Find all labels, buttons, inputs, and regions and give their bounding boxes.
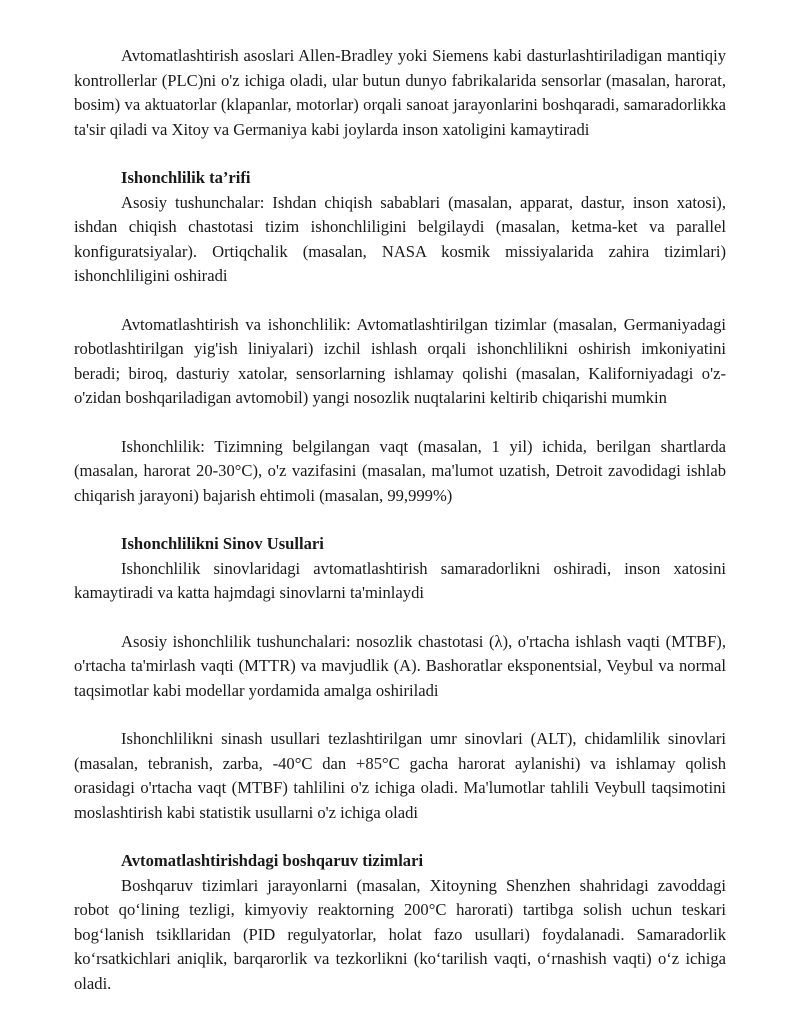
- paragraph-plc-basics: Avtomatlashtirish asoslari Allen-Bradley yoki Siemens kabi dasturlashtiriladigan mantiqiy kontrollerlar (PLC)ni o'z ichiga oladi, ular butun dunyo fabrikalarida sensorlar (masalan, harorat, bosim) va aktuatorlar (klapanlar, motorlar) orqali sanoat jarayonlarini boshqaradi, samaradorlikka ta'sir qiladi va Xitoy va Germaniya kabi joylarda inson xatoligini kamaytiradi: [74, 46, 726, 139]
- heading-reliability-definition: Ishonchlilik ta’rifi: [121, 168, 251, 187]
- paragraph-key-concepts: Asosiy tushunchalar: Ishdan chiqish sabablari (masalan, apparat, dastur, inson xatosi), ishdan chiqish chastotasi tizim ishonchliligini belgilaydi (masalan, ketma-ket va parallel konfiguratsiyalar). Ortiqchalik (masalan, NASA kosmik missiyalarida zahira tizimlari) ishonchliligini oshiradi: [74, 192, 726, 285]
- paragraph-automation-reliability: Avtomatlashtirish va ishonchlilik: Avtomatlashtirilgan tizimlar (masalan, Germaniyadagi robotlashtirilgan yig'ish liniyalari) izchil ishlash orqali ishonchlilikni oshirish imkoniyatini beradi; biroq, dasturiy xatolar, sensorlarning ishlamay qolishi (masalan, Kaliforniyadagi o'z-o'zidan boshqariladigan avtomobil) yangi nosozlik nuqtalarini keltirib chiqarishi mumkin: [74, 314, 726, 407]
- paragraph-testing-automation: Ishonchlilik sinovlaridagi avtomatlashtirish samaradorlikni oshiradi, inson xatosini kamaytiradi va katta hajmdagi sinovlarni ta'minlaydi: [74, 558, 726, 602]
- paragraph-testing-methods: Ishonchlilikni sinash usullari tezlashtirilgan umr sinovlari (ALT), chidamlilik sinovlari (masalan, tebranish, zarba, -40°C dan +85°C gacha harorat aylanishi) va ishlamay qolish orasidagi o'rtacha vaqt (MTBF) tahlilini o'z ichiga oladi. Ma'lumotlar tahlili Veybull taqsimotini moslashtirish kabi statistik usullarni o'z ichiga oladi: [74, 729, 726, 822]
- paragraph-reliability-definition: Ishonchlilik: Tizimning belgilangan vaqt (masalan, 1 yil) ichida, berilgan shartlarda (masalan, harorat 20-30°C), o'z vazifasini (masalan, ma'lumot uzatish, Detroit zavodidagi ishlab chiqarish jarayoni) bajarish ehtimoli (masalan, 99,999%): [74, 436, 726, 505]
- heading-testing-methods: Ishonchlilikni Sinov Usullari: [121, 534, 324, 553]
- paragraph-control-systems: Boshqaruv tizimlari jarayonlarni (masalan, Xitoyning Shenzhen shahridagi zavoddagi robot qo‘lining tezligi, kimyoviy reaktorning 200°C harorati) tartibga solish uchun teskari bog‘lanish tsikllaridan (PID regulyatorlar, holat fazo usullari) foydalanadi. Samaradorlik ko‘rsatkichlari aniqlik, barqarorlik va tezkorlikni (ko‘tarilish vaqti, o‘rnashish vaqti) o‘z ichiga oladi.: [74, 875, 726, 993]
- heading-control-systems: Avtomatlashtirishdagi boshqaruv tizimlari: [121, 851, 424, 870]
- paragraph-reliability-metrics: Asosiy ishonchlilik tushunchalari: nosozlik chastotasi (λ), o'rtacha ishlash vaqti (MTBF), o'rtacha ta'mirlash vaqti (MTTR) va mavjudlik (A). Bashoratlar eksponentsial, Veybul va normal taqsimotlar kabi modellar yordamida amalga oshiriladi: [74, 631, 726, 700]
